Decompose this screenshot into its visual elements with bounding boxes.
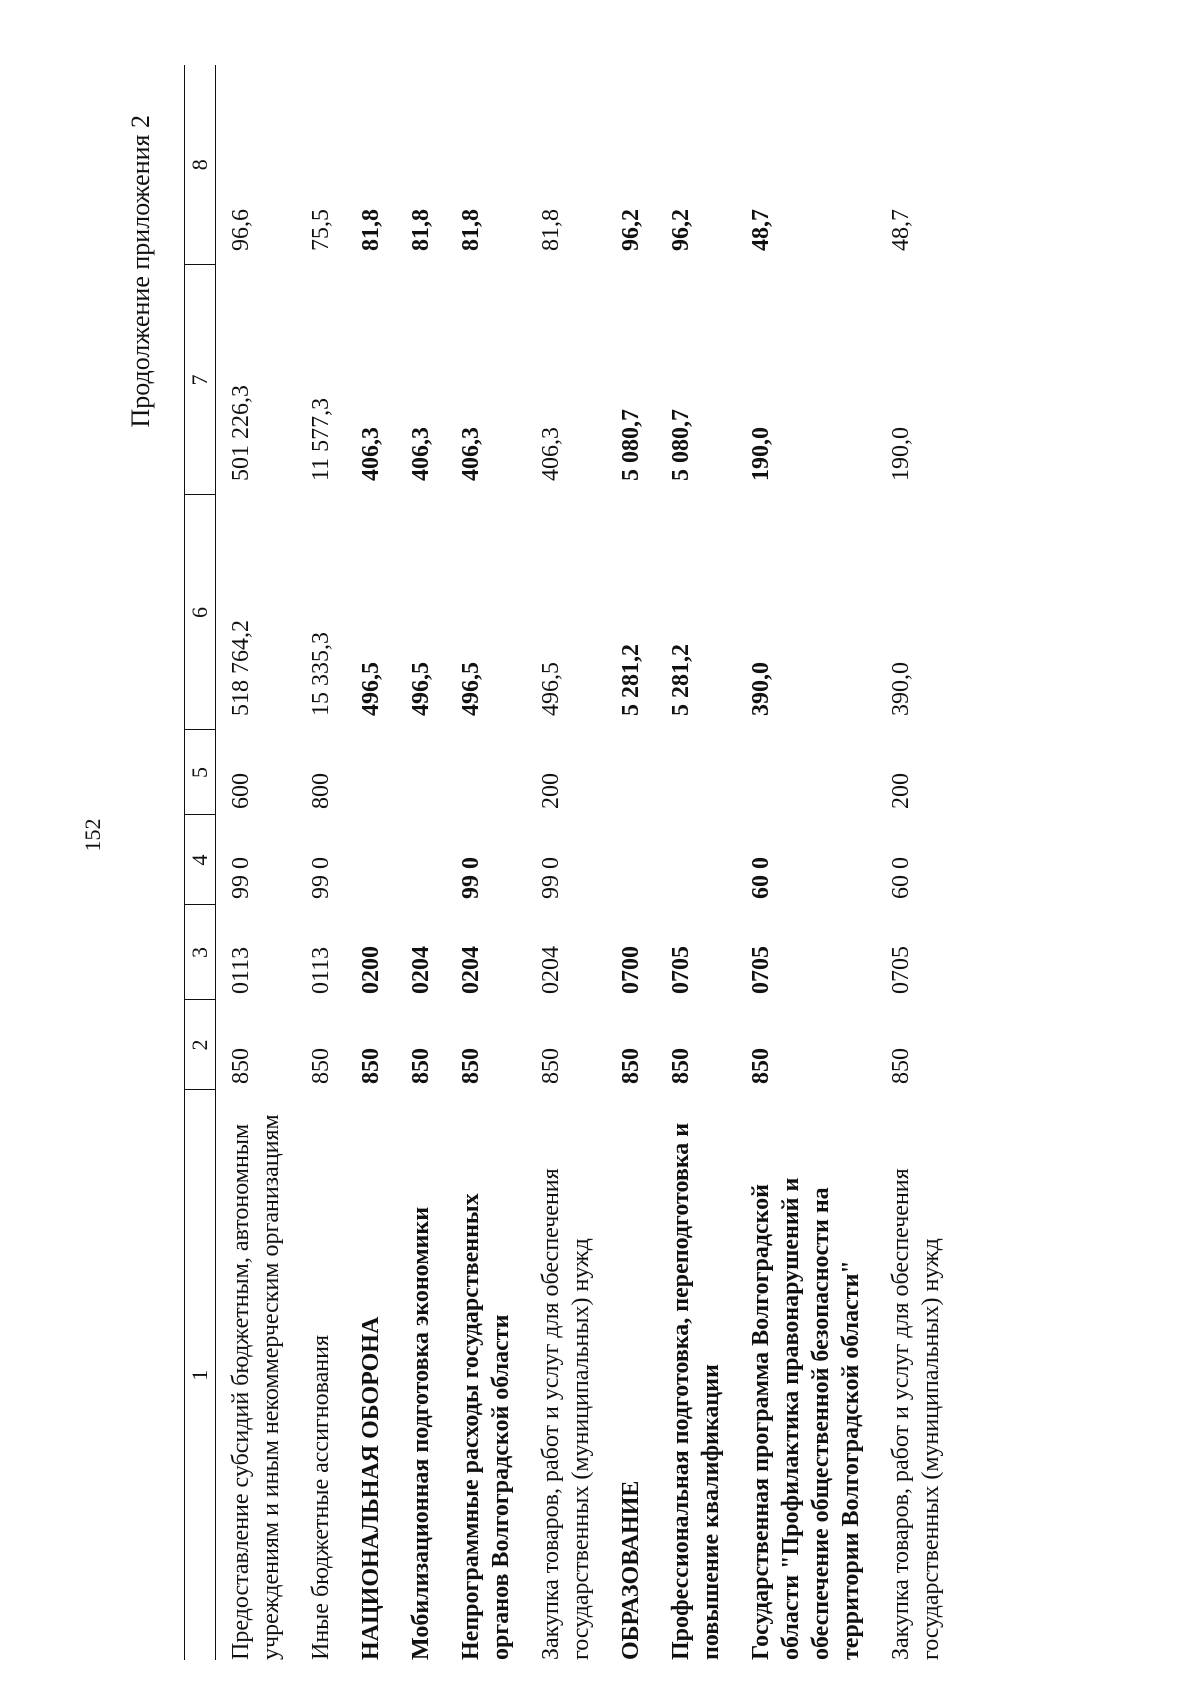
header-col-1: 1 bbox=[185, 1090, 216, 1660]
cell-section-code: 0705 bbox=[888, 946, 914, 994]
cell-target-code bbox=[406, 815, 456, 905]
cell-admin-code: 850 bbox=[618, 1048, 644, 1084]
rotated-page-content bbox=[118, 40, 1138, 1660]
cell-planned: 496,5 bbox=[538, 662, 564, 716]
table-row bbox=[216, 65, 307, 1660]
header-col-5: 5 bbox=[185, 730, 216, 815]
cell-planned: 5 281,2 bbox=[618, 644, 644, 716]
cell-planned: 518 764,2 bbox=[228, 620, 254, 716]
table-row bbox=[456, 65, 536, 1660]
cell-expense-type: 600 bbox=[228, 773, 254, 809]
cell-admin-code: 850 bbox=[408, 1048, 434, 1084]
table-row bbox=[746, 65, 886, 1660]
row-name: Профессиональная подготовка, переподготовка и повышение квалификации bbox=[668, 1122, 724, 1660]
cell-admin-code: 850 bbox=[458, 1048, 484, 1084]
cell-percent: 81,8 bbox=[408, 209, 434, 251]
cell-percent: 96,6 bbox=[228, 209, 254, 251]
cell-section-code: 0204 bbox=[458, 946, 484, 994]
header-col-8: 8 bbox=[185, 65, 216, 265]
cell-target-code: 99 0 bbox=[458, 857, 484, 899]
cell-planned: 496,5 bbox=[408, 662, 434, 716]
cell-executed: 406,3 bbox=[458, 427, 484, 481]
table-row bbox=[306, 65, 356, 1660]
cell-percent: 81,8 bbox=[538, 209, 564, 251]
cell-executed: 406,3 bbox=[408, 427, 434, 481]
table-row bbox=[406, 65, 456, 1660]
cell-planned: 390,0 bbox=[748, 662, 774, 716]
cell-percent: 75,5 bbox=[308, 209, 334, 251]
cell-expense-type bbox=[616, 730, 666, 815]
cell-executed: 5 080,7 bbox=[618, 409, 644, 481]
cell-expense-type bbox=[406, 730, 456, 815]
row-name: Закупка товаров, работ и услуг для обеспечения государственных (муниципальных) нужд bbox=[888, 1168, 944, 1660]
cell-section-code: 0113 bbox=[228, 946, 254, 994]
cell-percent: 96,2 bbox=[668, 209, 694, 251]
cell-target-code: 60 0 bbox=[748, 857, 774, 899]
cell-expense-type: 800 bbox=[308, 773, 334, 809]
table-header-row bbox=[185, 65, 216, 1660]
cell-section-code: 0705 bbox=[748, 946, 774, 994]
cell-admin-code: 850 bbox=[748, 1048, 774, 1084]
cell-expense-type: 200 bbox=[538, 773, 564, 809]
cell-target-code: 60 0 bbox=[888, 857, 914, 899]
cell-target-code bbox=[616, 815, 666, 905]
cell-target-code: 99 0 bbox=[308, 857, 334, 899]
budget-table bbox=[184, 65, 966, 1660]
header-col-4: 4 bbox=[185, 815, 216, 905]
cell-admin-code: 850 bbox=[668, 1048, 694, 1084]
cell-section-code: 0204 bbox=[408, 946, 434, 994]
cell-admin-code: 850 bbox=[358, 1048, 384, 1084]
table-row bbox=[356, 65, 406, 1660]
cell-section-code: 0705 bbox=[668, 946, 694, 994]
cell-percent: 48,7 bbox=[748, 209, 774, 251]
row-name: НАЦИОНАЛЬНАЯ ОБОРОНА bbox=[358, 1316, 384, 1660]
cell-expense-type bbox=[666, 730, 746, 815]
cell-expense-type bbox=[456, 730, 536, 815]
row-name: ОБРАЗОВАНИЕ bbox=[618, 1480, 644, 1660]
cell-section-code: 0113 bbox=[308, 946, 334, 994]
row-name: Государственная программа Волгоградской области "Профилактика правонарушений и обеспечение общественной безопасности на территории Волгоградской области" bbox=[748, 1177, 864, 1660]
row-name: Закупка товаров, работ и услуг для обеспечения государственных (муниципальных) нужд bbox=[538, 1168, 594, 1660]
cell-executed: 5 080,7 bbox=[668, 409, 694, 481]
cell-expense-type bbox=[356, 730, 406, 815]
table-row bbox=[666, 65, 746, 1660]
row-name: Предоставление субсидий бюджетным, автономным учреждениям и иным некоммерческим организациям bbox=[228, 1114, 284, 1660]
cell-planned: 390,0 bbox=[888, 662, 914, 716]
header-col-6: 6 bbox=[185, 495, 216, 730]
table-row bbox=[886, 65, 966, 1660]
cell-planned: 15 335,3 bbox=[308, 632, 334, 716]
cell-admin-code: 850 bbox=[308, 1048, 334, 1084]
cell-section-code: 0200 bbox=[358, 946, 384, 994]
cell-planned: 496,5 bbox=[458, 662, 484, 716]
row-name: Непрограммные расходы государственных органов Волгоградской области bbox=[458, 1193, 514, 1660]
header-col-7: 7 bbox=[185, 265, 216, 495]
cell-executed: 406,3 bbox=[358, 427, 384, 481]
cell-executed: 190,0 bbox=[748, 427, 774, 481]
cell-percent: 48,7 bbox=[888, 209, 914, 251]
header-col-3: 3 bbox=[185, 905, 216, 1000]
cell-target-code: 99 0 bbox=[538, 857, 564, 899]
cell-planned: 496,5 bbox=[358, 662, 384, 716]
cell-expense-type bbox=[746, 730, 886, 815]
cell-executed: 406,3 bbox=[538, 427, 564, 481]
cell-executed: 190,0 bbox=[888, 427, 914, 481]
cell-percent: 81,8 bbox=[358, 209, 384, 251]
cell-admin-code: 850 bbox=[538, 1048, 564, 1084]
cell-target-code bbox=[666, 815, 746, 905]
cell-percent: 81,8 bbox=[458, 209, 484, 251]
table-row bbox=[536, 65, 616, 1660]
header-col-2: 2 bbox=[185, 1000, 216, 1090]
cell-expense-type: 200 bbox=[888, 773, 914, 809]
table-row bbox=[616, 65, 666, 1660]
cell-target-code bbox=[356, 815, 406, 905]
cell-section-code: 0700 bbox=[618, 946, 644, 994]
cell-executed: 11 577,3 bbox=[308, 397, 334, 481]
row-name: Мобилизационная подготовка экономики bbox=[408, 1206, 434, 1660]
cell-section-code: 0204 bbox=[538, 946, 564, 994]
page-number: 152 bbox=[80, 818, 105, 852]
continuation-label: Продолжение приложения 2 bbox=[126, 115, 155, 428]
cell-admin-code: 850 bbox=[888, 1048, 914, 1084]
cell-executed: 501 226,3 bbox=[228, 385, 254, 481]
cell-target-code: 99 0 bbox=[228, 857, 254, 899]
cell-planned: 5 281,2 bbox=[668, 644, 694, 716]
cell-percent: 96,2 bbox=[618, 209, 644, 251]
row-name: Иные бюджетные ассигнования bbox=[308, 1335, 334, 1660]
cell-admin-code: 850 bbox=[228, 1048, 254, 1084]
